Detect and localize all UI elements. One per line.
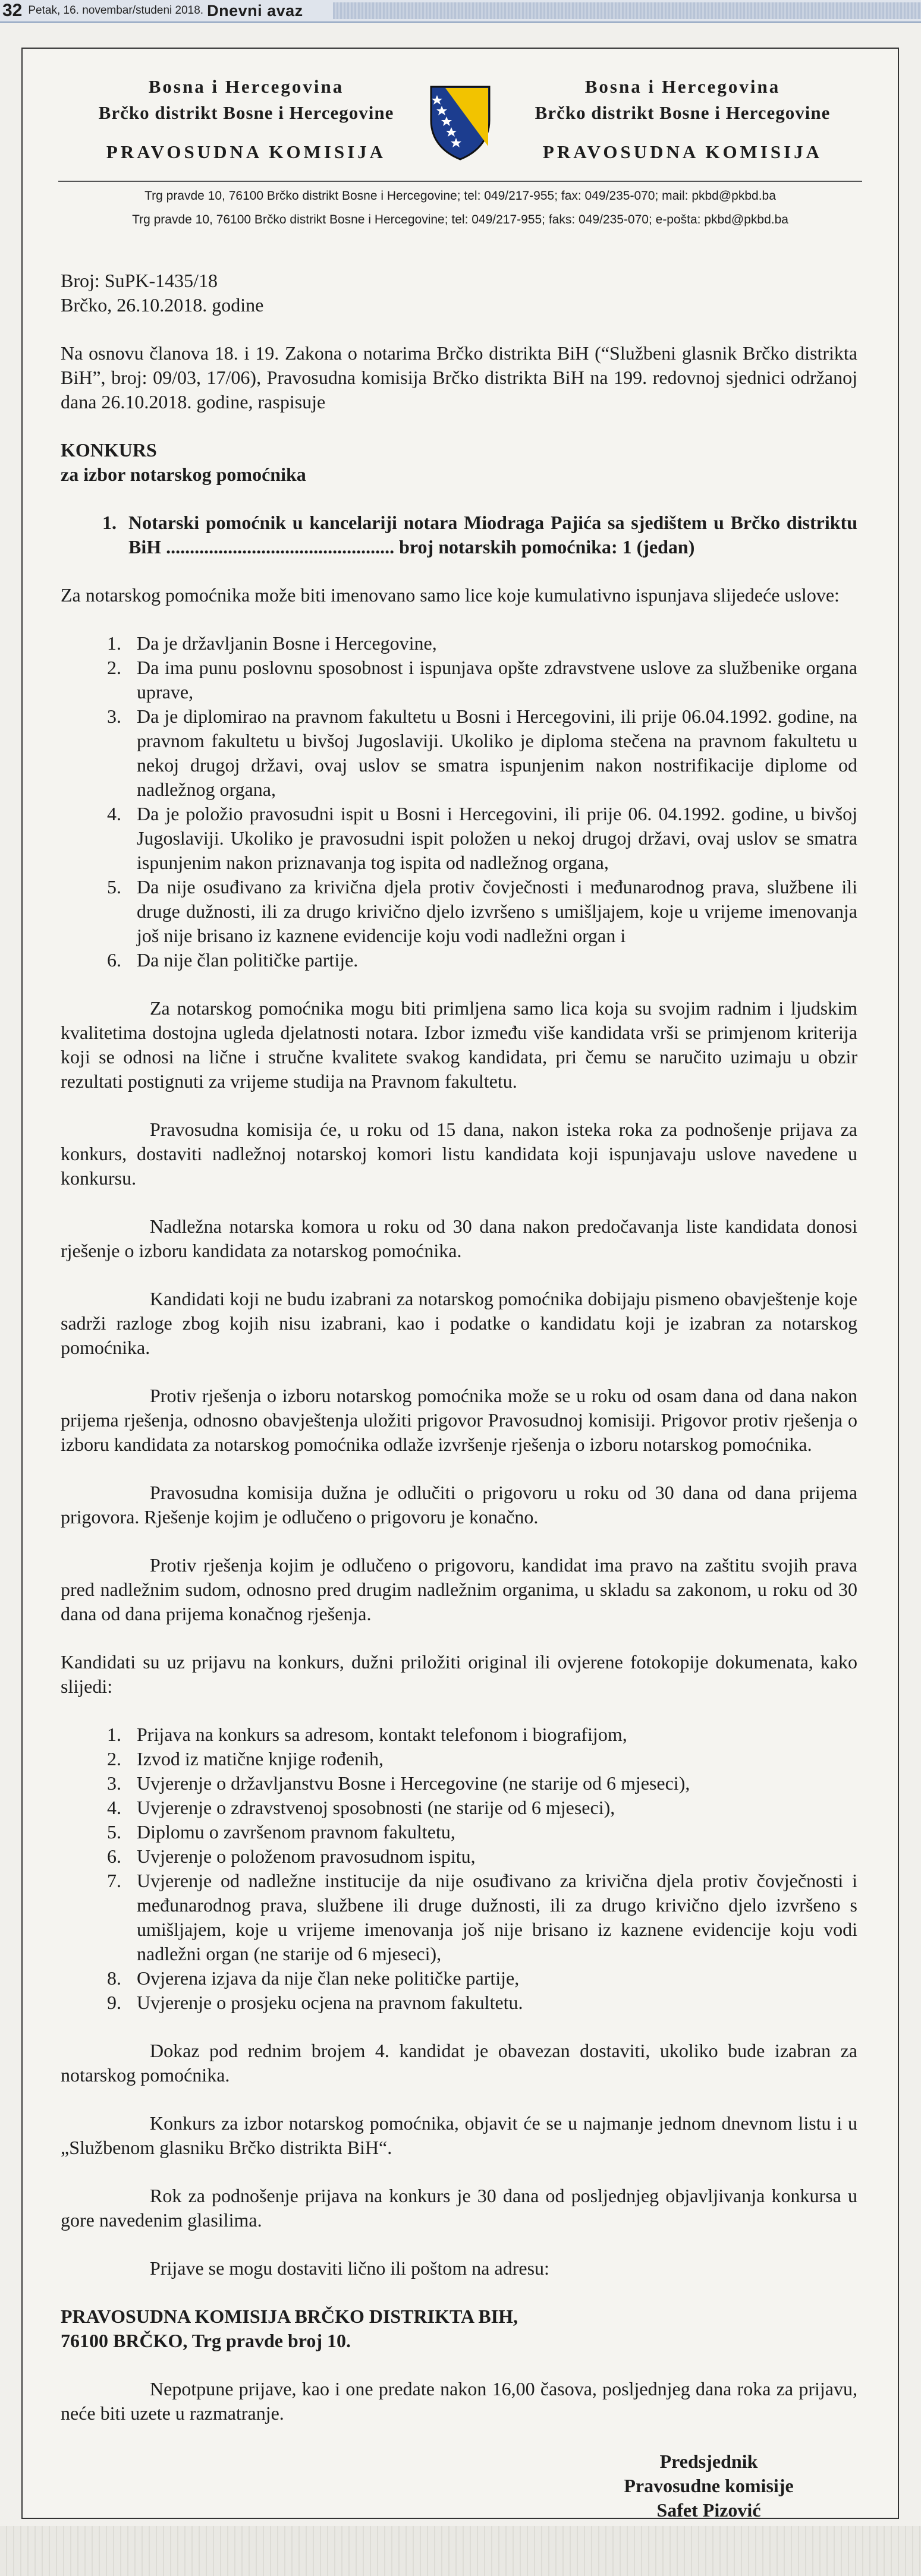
letterhead-district-right: Brčko distrikt Bosne i Hercegovine	[535, 102, 831, 123]
conditions-intro: Za notarskog pomoćnika može biti imenovano samo lice koje kumulativno ispunjava slijedeće uslove:	[61, 584, 840, 606]
paragraph: Kandidati koji ne budu izabrani za notarskog pomoćnika dobijaju pismeno obavještenje koje sadrži razloge zbog kojih nisu izabrani, kao i podatke o kandidatu koji je izabran za notarskog pomoćnika.	[61, 1288, 857, 1358]
position-title: Notarski pomoćnik u kancelariji notara Miodraga Pajića sa sjedištem u Brčko distriktu BiH ................................................ broj notarskih pomoćnika: 1 (jedan)	[128, 512, 857, 558]
newspaper-header	[0, 0, 921, 23]
submission-address: PRAVOSUDNA KOMISIJA BRČKO DISTRIKTA BIH,	[61, 2306, 518, 2327]
list-item: 4. Da je položio pravosudni ispit u Bosni i Hercegovini, ili prije 06. 04.1992. godine, u bivšoj Jugoslaviji. Ukoliko je pravosudni ispit položen u nekoj drugoj državi, ovaj uslov se smatra ispunjenim nakon priznavanja tog ispita od nadležnog organa,	[126, 802, 857, 875]
contact-line-alt: Trg pravde 10, 76100 Brčko distrikt Bosne i Hercegovine; tel: 049/217-955; faks: 049/235-070; e-pošta: pkbd@pkbd.ba	[132, 213, 788, 226]
submission-address-line2: 76100 BRČKO, Trg pravde broj 10.	[61, 2330, 351, 2351]
notice-subtitle: za izbor notarskog pomoćnika	[61, 464, 306, 485]
position-entry	[102, 511, 857, 559]
letterhead-institution-right: PRAVOSUDNA KOMISIJA	[542, 141, 823, 162]
letterhead-divider	[58, 181, 862, 182]
paragraph: Pravosudna komisija će, u roku od 15 dana, nakon isteka roka za podnošenje prijava za konkurs, dostaviti nadležnoj notarskoj komori listu kandidata koji ispunjavaju uslove navedene u konkursu.	[61, 1119, 857, 1189]
list-item: 5. Diplomu o završenom pravnom fakultetu,	[126, 1820, 857, 1844]
position-number: 1.	[102, 512, 117, 533]
list-item: 2. Da ima punu poslovnu sposobnost i ispunjava opšte zdravstvene uslove za službenike organa uprave,	[126, 656, 857, 704]
newspaper-bottom-strip	[0, 2526, 921, 2576]
list-item: 1. Da je državljanin Bosne i Hercegovine,	[126, 631, 857, 656]
list-item: 3. Da je diplomirao na pravnom fakultetu u Bosni i Hercegovini, ili prije 06.04.1992. godine, na pravnom fakultetu u bivšoj Jugoslaviji. Ukoliko je diploma stečena na pravnom fakultetu u nekoj drugoj državi, ovaj uslov se smatra ispunjenim nakon nostrifikacije diplome od nadležnog organa,	[126, 704, 857, 802]
letterhead-right	[516, 76, 849, 163]
reference-number: Broj: SuPK-1435/18	[61, 270, 218, 291]
intro-paragraph: Na osnovu članova 18. i 19. Zakona o notarima Brčko distrikta BiH (“Službeni glasnik Brčko distrikta BiH”, broj: 09/03, 17/06), Pravosudna komisija Brčko distrikta BiH na 199. redovnoj sjednici održanoj dana 26.10.2018. godine, raspisuje	[61, 342, 857, 412]
list-item: 9. Uvjerenje o prosjeku ocjena na pravnom fakultetu.	[126, 1991, 857, 2015]
letterhead-country-right: Bosna i Hercegovina	[584, 76, 781, 97]
header-band	[333, 2, 921, 19]
paragraph: Konkurs za izbor notarskog pomoćnika, objavit će se u najmanje jednom dnevnom listu i u „Službenom glasniku Brčko distrikta BiH“.	[61, 2112, 857, 2158]
paragraph: Nadležna notarska komora u roku od 30 dana nakon predočavanja liste kandidata donosi rješenje o izboru kandidata za notarskog pomoćnika.	[61, 1215, 857, 1261]
signature-block	[596, 2449, 822, 2523]
list-item: 7. Uvjerenje od nadležne institucije da nije osuđivano za krivična djela protiv čovječnosti i međunarodnog prava, službene ili druge dužnosti, ili za drugo krivično djelo izvršeno s umišljajem, koje u vrijeme imenovanja još nije brisano iz kaznene evidencije koju vodi nadležni organ (ne starije od 6 mjeseci),	[126, 1869, 857, 1966]
notice-box	[21, 48, 899, 2519]
list-item: 1. Prijava na konkurs sa adresom, kontakt telefonom i biografijom,	[126, 1722, 857, 1747]
list-item: 2. Izvod iz matične knjige rođenih,	[126, 1747, 857, 1771]
letterhead-district: Brčko distrikt Bosne i Hercegovine	[98, 102, 394, 123]
list-item: 8. Ovjerena izjava da nije član neke političke partije,	[126, 1966, 857, 1991]
notice-body	[61, 269, 857, 2523]
list-item: 3. Uvjerenje o državljanstvu Bosne i Hercegovine (ne starije od 6 mjeseci),	[126, 1771, 857, 1796]
paragraph: Protiv rješenja kojim je odlučeno o prigovoru, kandidat ima pravo na zaštitu svojih prava pred nadležnim sudom, odnosno pred drugim nadležnim organima, u skladu sa zakonom, u roku od 30 dana od dana prijema konačnog rješenja.	[61, 1554, 857, 1624]
list-item: 6. Da nije član političke partije.	[126, 948, 857, 972]
contact-line: Trg pravde 10, 76100 Brčko distrikt Bosne i Hercegovine; tel: 049/217-955; fax: 049/235-070; mail: pkbd@pkbd.ba	[144, 189, 776, 203]
paragraph: Nepotpune prijave, kao i one predate nakon 16,00 časova, posljednjeg dana roka za prijavu, neće biti uzete u razmatranje.	[61, 2378, 857, 2424]
paragraph: Protiv rješenja o izboru notarskog pomoćnika može se u roku od osam dana od dana nakon prijema rješenja, odnosno obavještenja uložiti prigovor Pravosudnoj komisiji. Prigovor protiv rješenja o izboru kandidata za notarskog pomoćnika odlaže izvršenje rješenja o izboru notarskog pomoćnika.	[61, 1385, 857, 1455]
paragraph: Dokaz pod rednim brojem 4. kandidat je obavezan dostaviti, ukoliko bude izabran za notarskog pomoćnika.	[61, 2040, 857, 2086]
signatory-body: Pravosudne komisije	[624, 2475, 794, 2496]
paragraph: Rok za podnošenje prijava na konkurs je 30 dana od posljednjeg objavljivanja konkursa u gore navedenim glasilima.	[61, 2185, 857, 2231]
newspaper-name: Dnevni avaz	[207, 1, 303, 20]
documents-intro: Kandidati su uz prijavu na konkurs, dužni priložiti original ili ovjerene fotokopije dokumenata, kako slijedi:	[61, 1651, 857, 1697]
letterhead-left	[80, 76, 413, 163]
paragraph: Prijave se mogu dostaviti lično ili poštom na adresu:	[150, 2257, 549, 2279]
signatory-role: Predsjednik	[659, 2451, 758, 2472]
reference-date: Brčko, 26.10.2018. godine	[61, 294, 264, 316]
notice-title: KONKURS	[61, 439, 157, 461]
list-item: 6. Uvjerenje o položenom pravosudnom ispitu,	[126, 1844, 857, 1869]
issue-date: Petak, 16. novembar/studeni 2018.	[28, 4, 204, 17]
paragraph: Za notarskog pomoćnika mogu biti primljena samo lica koja su svojim radnim i ljudskim kvalitetima dostojna ugleda djelatnosti notara. Izbor između više kandidata vrši se primjenom kriterija koji se odnosi na lične i stručne kvalitete svakog kandidata, pri čemu se naručito uzimaju u obzir rezultati postignuti za vrijeme studija na Pravnom fakultetu.	[61, 997, 857, 1092]
letterhead-institution: PRAVOSUDNA KOMISIJA	[106, 141, 386, 162]
conditions-list	[61, 631, 857, 972]
list-item: 4. Uvjerenje o zdravstvenoj sposobnosti (ne starije od 6 mjeseci),	[126, 1796, 857, 1820]
coat-of-arms-icon	[428, 84, 493, 160]
list-item: 5. Da nije osuđivano za krivična djela protiv čovječnosti i međunarodnog prava, službene ili druge dužnosti, ili za drugo krivično djelo izvršeno s umišljajem, koje u vrijeme imenovanja još nije brisano iz kaznene evidencije koju vodi nadležni organ i	[126, 875, 857, 948]
letterhead-country: Bosna i Hercegovina	[148, 76, 344, 97]
page-number: 32	[2, 1, 23, 20]
documents-list	[61, 1722, 857, 2015]
letterhead	[23, 49, 898, 245]
paragraph: Pravosudna komisija dužna je odlučiti o prigovoru u roku od 30 dana od dana prijema prigovora. Rješenje kojim je odlučeno o prigovoru je konačno.	[61, 1482, 857, 1528]
signatory-name: Safet Pizović	[656, 2499, 761, 2521]
